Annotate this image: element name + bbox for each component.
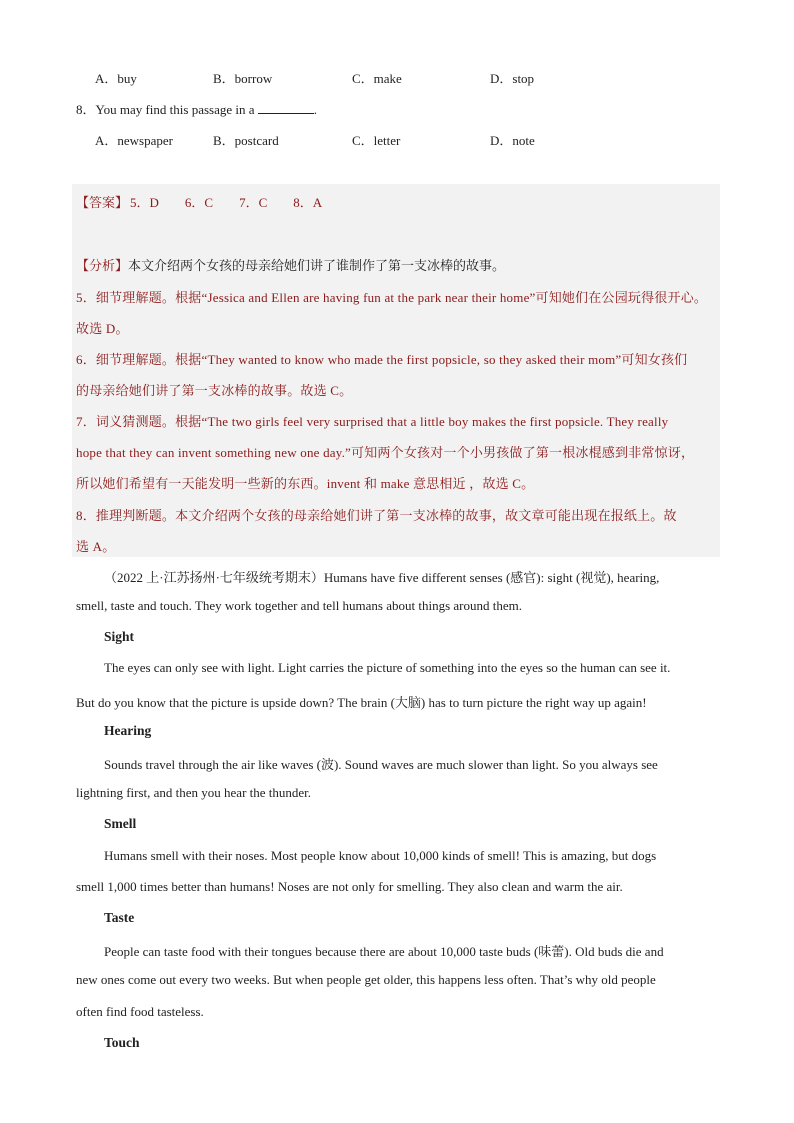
passage-intro-line: smell, taste and touch. They work together and tell humans about things around them. [76, 598, 522, 613]
analysis-line: 8．推理判断题。本文介绍两个女孩的母亲给她们讲了第一支冰棒的故事，故文章可能出现在报纸上。故 [76, 508, 677, 523]
analysis-line: 所以她们希望有一天能发明一些新的东西。invent 和 make 意思相近 ，故选 C。 [76, 476, 535, 491]
question-8 [76, 99, 317, 118]
analysis-line: 选 A。 [76, 539, 116, 554]
section-heading-touch: Touch [104, 1035, 140, 1050]
answer-8: 8．A [293, 195, 323, 210]
answer-6: 6．C [184, 195, 214, 210]
q7-option-a: A．buy [95, 71, 137, 86]
section-heading-smell: Smell [104, 816, 137, 831]
answer-5: 5．D [130, 195, 159, 210]
analysis-label: 【分析】 [76, 258, 129, 273]
answer-box [72, 184, 720, 557]
answer-blank [258, 102, 314, 114]
q7-option-d: D．stop [490, 71, 535, 86]
passage-line: The eyes can only see with light. Light carries the picture of something into the eyes so the human can see it. [104, 660, 671, 675]
passage-line: Humans smell with their noses. Most people know about 10,000 kinds of smell! This is amazing, but dogs [104, 848, 657, 863]
passage-line: But do you know that the picture is upside down? The brain (大脑) has to turn picture the right way up again! [76, 695, 647, 710]
passage-line: lightning first, and then you hear the thunder. [76, 785, 312, 800]
question-8-text: 8．You may find this passage in a [76, 102, 255, 117]
passage-line: often find food tasteless. [76, 1004, 204, 1019]
section-heading-sight: Sight [104, 629, 135, 644]
analysis-line: 7．词义猜测题。根据“The two girls feel very surprised that a little boy makes the first popsicle. They really [76, 414, 669, 429]
passage-line: smell 1,000 times better than humans! Noses are not only for smelling. They also clean and warm the air. [76, 879, 623, 894]
passage-line: Sounds travel through the air like waves (波). Sound waves are much slower than light. So you always see [104, 757, 658, 772]
answer-label: 【答案】 [76, 195, 129, 210]
q8-option-b: B．postcard [213, 133, 279, 148]
analysis-line: 5．细节理解题。根据“Jessica and Ellen are having fun at the park near their home”可知她们在公园玩得很开心。 [76, 290, 708, 305]
passage-line: People can taste food with their tongues because there are about 10,000 taste buds (味蕾). Old buds die and [104, 944, 664, 959]
section-heading-hearing: Hearing [104, 723, 152, 738]
analysis-summary-row [76, 255, 505, 274]
answer-row [76, 192, 322, 211]
q8-option-d: D．note [490, 133, 535, 148]
passage-intro-line: （2022 上·江苏扬州·七年级统考期末）Humans have five different senses (感官): sight (视觉), hearing, [104, 570, 660, 585]
analysis-summary: 本文介绍两个女孩的母亲给她们讲了谁制作了第一支冰棒的故事。 [128, 258, 506, 273]
answer-7: 7．C [239, 195, 268, 210]
q8-option-c: C．letter [352, 133, 401, 148]
q7-option-b: B．borrow [213, 71, 273, 86]
analysis-line: 的母亲给她们讲了第一支冰棒的故事。故选 C。 [76, 383, 353, 398]
section-heading-taste: Taste [104, 910, 135, 925]
analysis-line: 6．细节理解题。根据“They wanted to know who made the first popsicle, so they asked their mom”可知女孩们 [76, 352, 688, 367]
passage-line: new ones come out every two weeks. But when people get older, this happens less often. That’s why old people [76, 972, 656, 987]
analysis-line: hope that they can invent something new one day.”可知两个女孩对一个小男孩做了第一根冰棍感到非常惊讶， [76, 445, 695, 460]
q7-option-c: C．make [352, 71, 402, 86]
question-8-end: . [313, 102, 318, 117]
q8-option-a: A．newspaper [95, 133, 173, 148]
analysis-line: 故选 D。 [76, 321, 129, 336]
